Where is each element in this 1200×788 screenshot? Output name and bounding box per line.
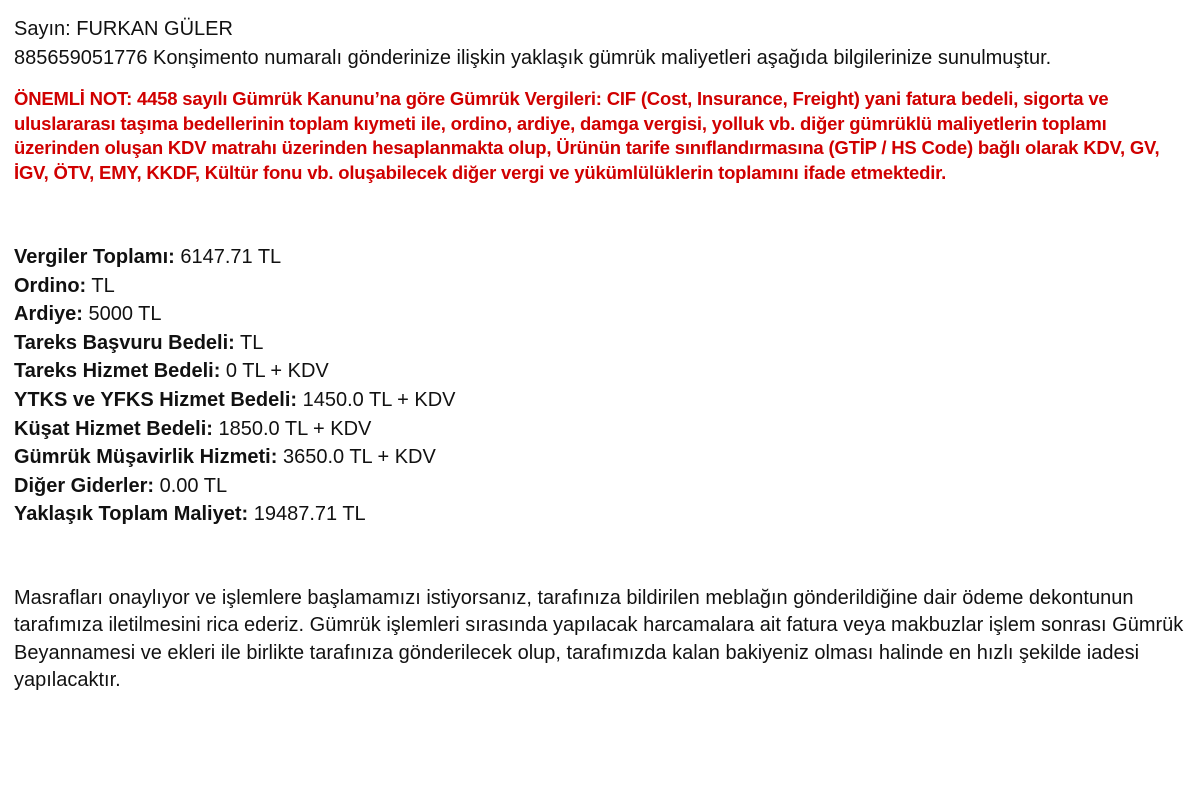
cost-row-taxes [14,243,1186,272]
cost-row-ardiye [14,300,1186,329]
cost-label: Yaklaşık Toplam Maliyet: [14,503,249,526]
cost-row-ordino [14,272,1186,301]
cost-label: Ardiye: [14,303,83,326]
cost-value: 0.00 TL [154,474,228,497]
cost-row-tareks-application [14,329,1186,358]
intro-text: 885659051776 Konşimento numaralı gönderinize ilişkin yaklaşık gümrük maliyetleri aşağıda bilgilerinize sunulmuştur. [14,47,1052,69]
closing-paragraph: Masrafları onaylıyor ve işlemlere başlamamızı istiyorsanız, tarafınıza bildirilen meblağın gönderildiğine dair ödeme dekontunun tarafımıza iletilmesini rica ederiz. Gümrük işlemleri sırasında yapılacak harcamalara ait fatura veya makbuzlar işlem sonrası Gümrük Beyannamesi ve ekleri ile birlikte tarafınıza gönderilecek olup, tarafımızda kalan bakiyeniz olması halinde en hızlı şekilde iadesi yapılacaktır. [14,586,1184,692]
cost-label: Tareks Hizmet Bedeli: [14,360,221,383]
cost-label: YTKS ve YFKS Hizmet Bedeli: [14,388,298,411]
cost-value: 5000 TL [82,303,162,326]
cost-label: Vergiler Toplamı: [14,246,175,268]
cost-value: TL [234,331,264,354]
cost-value: 0 TL + KDV [220,360,329,383]
cost-row-kusat-service [14,415,1186,444]
cost-value: 6147.71 TL [174,246,282,268]
important-note: ÖNEMLİ NOT: 4458 sayılı Gümrük Kanunu’na göre Gümrük Vergileri: CIF (Cost, Insurance, Freight) yani fatura bedeli, sigorta ve uluslararası taşıma bedellerinin toplam kıymeti ile, ordino, ardiye, damga vergisi, yolluk vb. diğer gümrüklü maliyetlerin toplamı üzerinden oluşan KDV matrahı üzerinden hesaplanmakta olup, Ürünün tarife sınıflandırmasına (GTİP / HS Code) bağlı olarak KDV, GV, İGV, ÖTV, EMY, KKDF, Kültür fonu vb. oluşabilecek diğer vergi ve yükümlülüklerin toplamını ifade etmektedir. [14,88,1160,183]
cost-value: 1850.0 TL + KDV [212,417,372,440]
greeting: Sayın: FURKAN GÜLER [14,18,233,40]
cost-label: Küşat Hizmet Bedeli: [14,417,213,440]
cost-row-customs-consultancy [14,443,1186,472]
cost-value: 1450.0 TL + KDV [297,388,456,411]
cost-label: Gümrük Müşavirlik Hizmeti: [14,446,278,469]
cost-value: 3650.0 TL + KDV [277,446,436,469]
cost-label: Diğer Giderler: [14,474,155,497]
cost-row-ytks-yfks-service [14,386,1186,415]
cost-value: TL [86,274,115,297]
cost-row-other-expenses [14,472,1186,501]
cost-list [14,243,1186,529]
cost-value: 19487.71 TL [248,503,366,526]
cost-row-total [14,500,1186,529]
cost-row-tareks-service [14,357,1186,386]
cost-label: Tareks Başvuru Bedeli: [14,331,235,354]
cost-label: Ordino: [14,274,87,297]
